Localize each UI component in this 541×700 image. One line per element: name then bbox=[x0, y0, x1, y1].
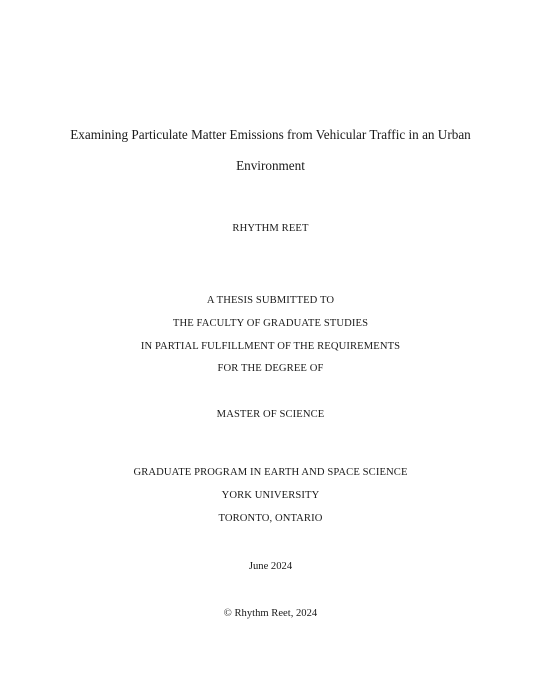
submission-line-3: IN PARTIAL FULFILLMENT OF THE REQUIREMENTS bbox=[140, 341, 401, 352]
thesis-title-line-2: Environment bbox=[236, 158, 305, 173]
university-name: YORK UNIVERSITY bbox=[221, 490, 320, 501]
copyright-notice: © Rhythm Reet, 2024 bbox=[223, 608, 318, 619]
submission-line-1: A THESIS SUBMITTED TO bbox=[206, 295, 335, 306]
program-name: GRADUATE PROGRAM IN EARTH AND SPACE SCIENCE bbox=[133, 467, 408, 478]
author-name: RHYTHM REET bbox=[232, 223, 309, 234]
degree-name: MASTER OF SCIENCE bbox=[216, 409, 325, 420]
submission-line-2: THE FACULTY OF GRADUATE STUDIES bbox=[172, 318, 369, 329]
submission-line-4: FOR THE DEGREE OF bbox=[217, 363, 324, 374]
university-location: TORONTO, ONTARIO bbox=[218, 513, 323, 524]
submission-date: June 2024 bbox=[248, 561, 293, 572]
thesis-title-line-1: Examining Particulate Matter Emissions from Vehicular Traffic in an Urban bbox=[70, 127, 471, 142]
